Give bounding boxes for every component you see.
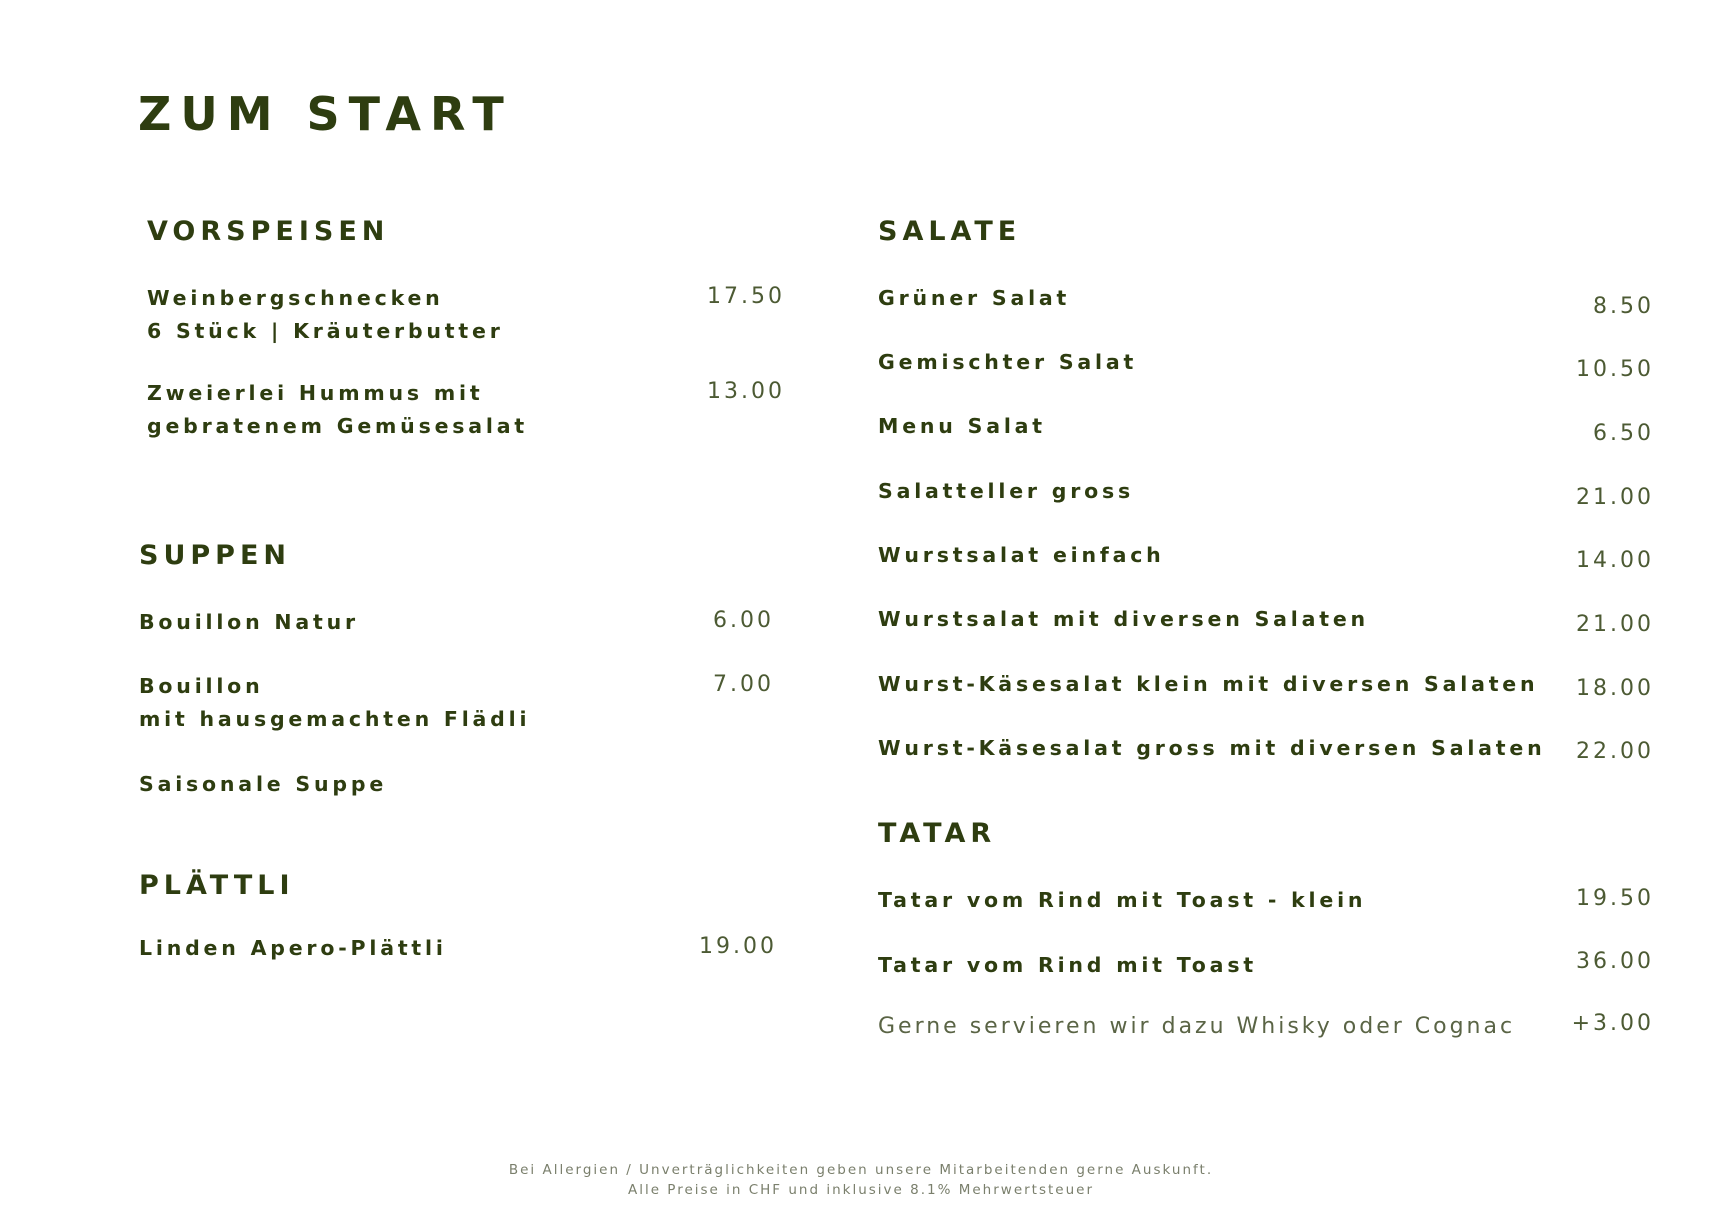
menu-item-name: Linden Apero-Plättli [139, 936, 447, 960]
menu-item-price: 7.00 [713, 672, 774, 697]
section-tatar [878, 816, 1654, 1046]
section-heading-suppen: SUPPEN [139, 540, 291, 571]
section-vorspeisen [147, 214, 787, 464]
menu-item-price: 21.00 [1576, 612, 1654, 637]
menu-item-price: 36.00 [1576, 949, 1654, 974]
menu-item-price: 19.00 [699, 934, 777, 959]
menu-item-name: Menu Salat [878, 414, 1046, 438]
menu-item-name: Tatar vom Rind mit Toast [878, 953, 1257, 977]
menu-item-name: Wurst-Käsesalat klein mit diversen Salaten [878, 672, 1539, 696]
menu-item-price: 19.50 [1576, 886, 1654, 911]
menu-item [878, 346, 1654, 382]
menu-item [139, 932, 779, 965]
menu-item-name: Wurst-Käsesalat gross mit diversen Salaten [878, 736, 1546, 760]
footer [0, 1160, 1722, 1200]
menu-item-price: 21.00 [1576, 485, 1654, 510]
menu-item-price: 8.50 [1593, 294, 1654, 319]
menu-item-name: Gemischter Salat [878, 350, 1138, 374]
menu-item-name: Tatar vom Rind mit Toast - klein [878, 888, 1367, 912]
menu-item [878, 603, 1654, 636]
menu-item [139, 606, 779, 639]
menu-item-price: 18.00 [1576, 676, 1654, 701]
section-heading-vorspeisen: VORSPEISEN [147, 216, 390, 247]
menu-item [878, 539, 1654, 572]
menu-item-price: 13.00 [707, 379, 785, 404]
menu-item [139, 670, 779, 736]
menu-item [878, 410, 1654, 446]
menu-item [878, 884, 1654, 917]
menu-item-description: gebratenem Gemüsesalat [147, 414, 528, 438]
menu-note-price: +3.00 [1571, 1011, 1654, 1036]
section-heading-salate: SALATE [878, 216, 1022, 247]
menu-item-price: 6.00 [713, 608, 774, 633]
menu-item [878, 282, 1654, 319]
menu-item [139, 768, 779, 801]
menu-item-name: Grüner Salat [878, 286, 1071, 310]
menu-note-text: Gerne servieren wir dazu Whisky oder Cognac [878, 1014, 1516, 1039]
menu-item-name: Bouillon [139, 674, 264, 698]
menu-item-description: mit hausgemachten Flädli [139, 707, 531, 731]
menu-item-name: Zweierlei Hummus mit [147, 381, 484, 405]
menu-item-price: 17.50 [707, 284, 785, 309]
menu-item-name: Wurstsalat einfach [878, 543, 1165, 567]
menu-item-price: 14.00 [1576, 548, 1654, 573]
menu-item-name: Wurstsalat mit diversen Salaten [878, 607, 1369, 631]
menu-item-name: Saisonale Suppe [139, 772, 388, 796]
footer-price-note: Alle Preise in CHF und inklusive 8.1% Mehrwertsteuer [627, 1182, 1095, 1198]
menu-item-description: 6 Stück | Kräuterbutter [147, 319, 504, 343]
menu-item [147, 282, 787, 348]
menu-item [878, 668, 1654, 701]
menu-note [878, 1012, 1654, 1042]
section-salate [878, 214, 1654, 774]
menu-item-price: 10.50 [1576, 357, 1654, 382]
menu-item-name: Weinbergschnecken [147, 286, 444, 310]
menu-item [878, 732, 1654, 765]
menu-item [878, 949, 1654, 982]
section-heading-tatar: TATAR [878, 818, 997, 849]
menu-item-name: Salatteller gross [878, 479, 1135, 503]
section-plaettli [139, 868, 779, 978]
footer-allergy-note: Bei Allergien / Unverträglichkeiten geben unsere Mitarbeitenden gerne Auskunft. [508, 1162, 1214, 1178]
menu-item [147, 377, 787, 443]
menu-item [878, 475, 1654, 508]
menu-item-price: 22.00 [1576, 739, 1654, 764]
menu-item-name: Bouillon Natur [139, 610, 359, 634]
page-title: ZUM START [138, 87, 513, 141]
menu-item-price: 6.50 [1593, 421, 1654, 446]
section-heading-plaettli: PLÄTTLI [139, 870, 295, 901]
section-suppen [139, 538, 779, 808]
